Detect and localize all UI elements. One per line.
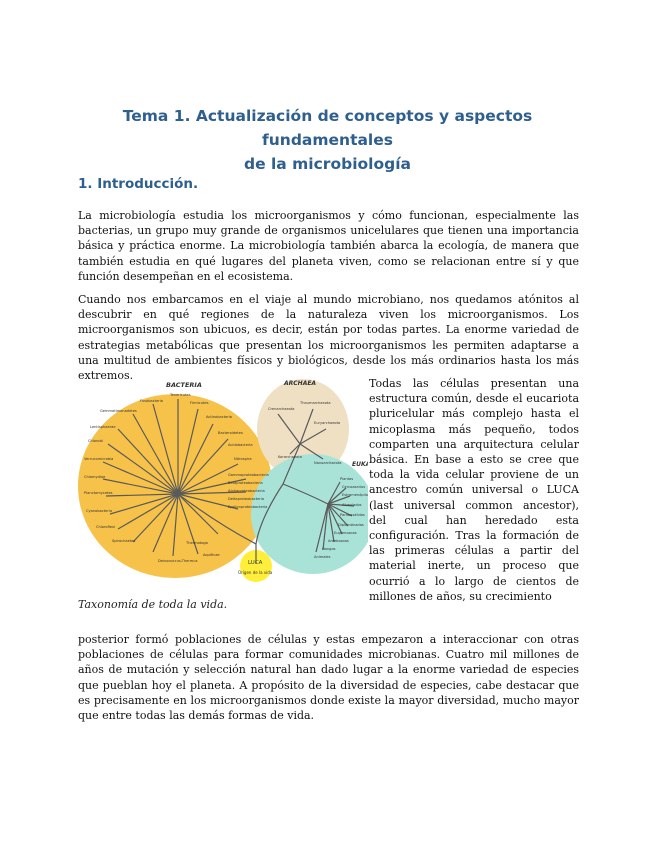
taxon-label: Verrucomicrobia (84, 457, 114, 461)
archaea-label: ARCHAEA (284, 380, 317, 387)
taxon-label: Lentisphaerae (90, 425, 116, 429)
taxon-label: Thermotoga (186, 541, 208, 545)
taxon-label: Nanoarchaeota (314, 461, 342, 465)
bacteria-label: BACTERIA (166, 381, 202, 389)
taxon-label: Chlorobi (88, 439, 103, 443)
taxon-label: Nitrospira (234, 457, 252, 461)
luca-label: LUCA (248, 560, 263, 566)
taxon-label: Animales (314, 555, 331, 559)
taxon-label: Gammaproteobacteria (228, 473, 269, 477)
paragraph-4: posterior formó poblaciones de células y estas empezaron a interaccionar con otras poblaciones de células para formar comunidades microbianas. Cuatro mil millones de años de mutación y selección natural han dado lugar a la enorme variedad de especies que pueblan hoy el planeta. A propósito de la diversidad de especies, cabe destacar que es precisamente en los microorganismos donde existe la mayor diversidad, mucho mayor que entre todas las demás formas de vida. (78, 633, 579, 723)
taxon-label: Actinobacteria (206, 415, 233, 419)
paragraph-2: Cuando nos embarcamos en el viaje al mundo microbiano, nos quedamos atónitos al descubrir en qué regiones de la naturaleza viven los microorganismos. Los microorganismos son ubicuos, es decir, están por todas partes. La enorme variedad de estrategias metabólicas que presentan los microorganismos les permiten adaptarse a una multitud de ambientes físicos y biológicos, desde los más ordinarios hasta los más extremos. (78, 293, 579, 383)
bacteria-region (78, 394, 272, 578)
taxon-label: Thaumarchaeota (300, 401, 331, 405)
tree-of-life-diagram (78, 374, 368, 586)
luca-sublabel: Origen de la vida (238, 570, 273, 575)
taxon-label: Alphaproteobacteria (228, 489, 265, 493)
taxon-label: Betaproteobacteria (228, 481, 263, 485)
taxon-label: Alveolados (342, 503, 362, 507)
taxon-label: Hongos (322, 547, 336, 551)
taxon-label: Euryarchaeota (314, 421, 341, 425)
taxonomy-figure (78, 374, 368, 586)
taxon-label: Korarchaeota (278, 455, 302, 459)
taxon-label: Chloroflexi (96, 525, 116, 529)
taxon-label: Euglenozoos (334, 531, 357, 535)
paragraph-3: Todas las células presentan una estructura común, desde el eucariota pluricelular más complejo hasta el micoplasma más pequeño, todos comparten una arquitectura celular básica. En base a esto se cree que toda la vida celular proviene de un ancestro común universal o LUCA (last universal common ancestor), del cual han heredado esta configuración. Tras la formación de las primeras células a partir del material inerte, un proceso que ocurrió a lo largo de cientos de millones de años, su crecimiento (369, 377, 579, 603)
taxon-label: Chlamydiae (84, 475, 106, 479)
title-line-1: Tema 1. Actualización de conceptos y aspectos fundamentales (122, 107, 533, 149)
taxon-label: Cercozoarios (342, 485, 366, 489)
taxon-label: Deltaproteobacteria (228, 497, 265, 501)
taxon-label: Deinococcus-Thermus (158, 559, 198, 563)
figure-caption: Taxonomía de toda la vida. (78, 598, 228, 611)
taxon-label: Diplomónadas (338, 523, 364, 527)
paragraph-1: La microbiología estudia los microorganismos y cómo funcionan, especialmente las bacterias, un grupo muy grande de organismos unicelulares que tienen una importancia básica y práctica enorme. La microbiología también abarca la ecología, de manera que también estudia en qué lugares del planeta viven, como se relacionan entre sí y que función desempeñan en el ecosistema. (78, 209, 579, 283)
taxon-label: Acidobacteria (228, 443, 253, 447)
taxon-label: Parabasálidos (340, 513, 365, 517)
taxon-label: Estramenópilos (342, 493, 368, 497)
taxon-label: Fusobacteria (140, 399, 163, 403)
section-heading: 1. Introducción. (78, 176, 199, 192)
title-line-2: de la microbiología (243, 155, 411, 173)
eukarya-label: EUK (352, 461, 366, 468)
taxon-label: Planctomycetes (84, 491, 113, 495)
taxon-label: Epsilonproteobacteria (228, 505, 268, 509)
taxon-label: Cyanobacteria (86, 509, 113, 513)
taxon-label: Tenericutes (170, 393, 191, 397)
taxon-label: Aquificae (203, 553, 220, 557)
taxon-label: Crenarchaeota (268, 407, 295, 411)
taxon-label: Bacteroidetes (218, 431, 243, 435)
taxon-label: Gemmatimonadetes (100, 409, 137, 413)
taxon-label: Spirochaetes (112, 539, 136, 543)
document-title (60, 104, 595, 176)
taxon-label: Plantas (340, 477, 354, 481)
taxon-label: Amebozoos (328, 539, 349, 543)
taxon-label: Firmicutes (190, 401, 209, 405)
